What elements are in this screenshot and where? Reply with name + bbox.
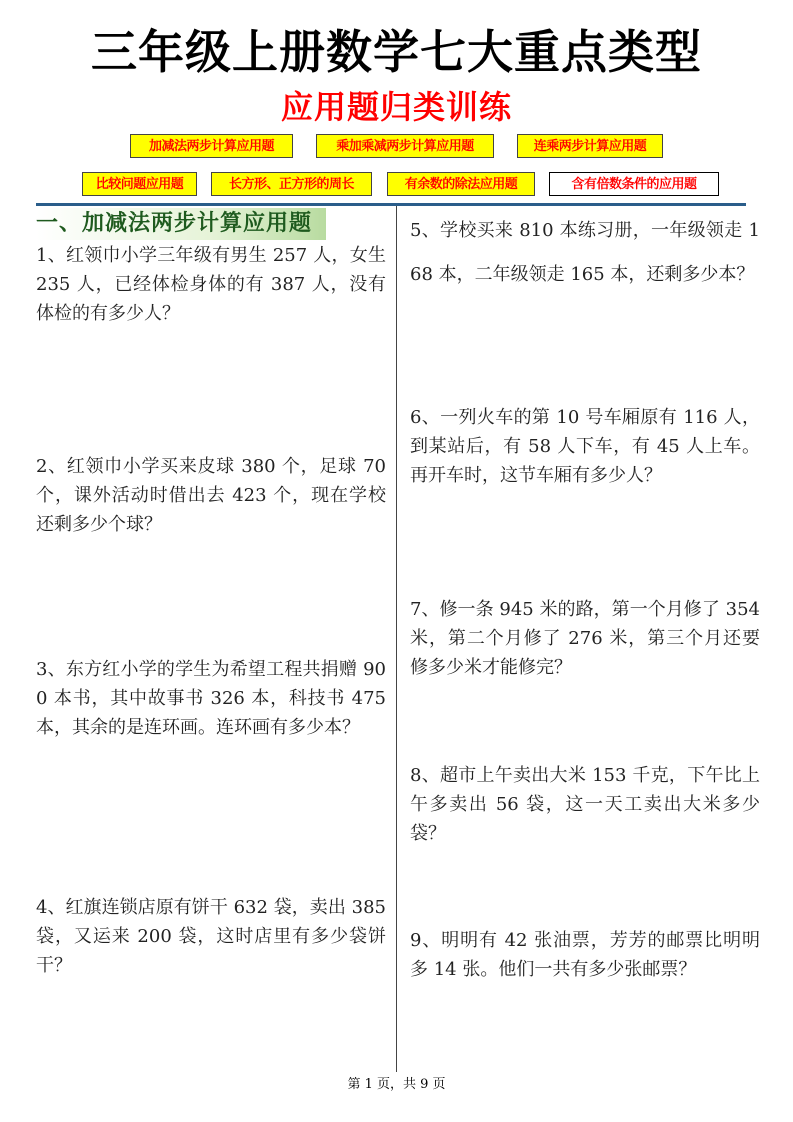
topic-tag-comparison: 比较问题应用题 [82,172,197,196]
page-subtitle: 应用题归类训练 [280,88,512,126]
question-7: 7、修一条 945 米的路，第一个月修了 354 米，第二个月修了 276 米，第三个月还要修多少米才能修完？ [410,599,760,678]
topic-tag-perimeter: 长方形、正方形的周长 [211,172,372,196]
question-1: 1、红领巾小学三年级有男生 257 人，女生 235 人，已经体检身体的有 387 人，没有体检的有多少人？ [36,245,386,324]
question-2: 2、红领巾小学买来皮球 380 个，足球 70 个，课外活动时借出去 423 个，现在学校还剩多少个球？ [36,456,386,535]
page-number: 第 1 页，共 9 页 [347,1077,446,1092]
question-9: 9、明明有 42 张油票，芳芳的邮票比明明多 14 张。他们一共有多少张邮票？ [410,930,760,980]
question-8: 8、超市上午卖出大米 153 千克，下午比上午多卖出 56 袋，这一天工卖出大米多少袋？ [410,765,760,844]
topic-tag-consecutive-multiply: 连乘两步计算应用题 [517,134,663,158]
question-3: 3、东方红小学的学生为希望工程共捐赠 900 本书，其中故事书 326 本，科技书 475 本，其余的是连环画。连环画有多少本？ [36,659,386,738]
topic-tag-division-remainder: 有余数的除法应用题 [387,172,535,196]
page-title: 三年级上册数学七大重点类型 [91,25,702,79]
question-6: 6、一列火车的第 10 号车厢原有 116 人，到某站后，有 58 人下车，有 45 人上车。再开车时，这节车厢有多少人？ [410,407,760,486]
topic-tag-add-subtract: 加减法两步计算应用题 [130,134,293,158]
header-divider [36,203,746,206]
question-4: 4、红旗连锁店原有饼干 632 袋，卖出 385 袋，又运来 200 袋，这时店里有多少袋饼干？ [36,897,386,976]
section-heading: 一、加减法两步计算应用题 [36,208,326,240]
topic-tag-multiples: 含有倍数条件的应用题 [549,172,719,196]
topic-tag-multiply-add-subtract: 乘加乘减两步计算应用题 [316,134,494,158]
question-5: 5、学校买来 810 本练习册，一年级领走 168 本，二年级领走 165 本，还剩多少本？ [410,220,760,285]
column-divider [396,206,397,1072]
